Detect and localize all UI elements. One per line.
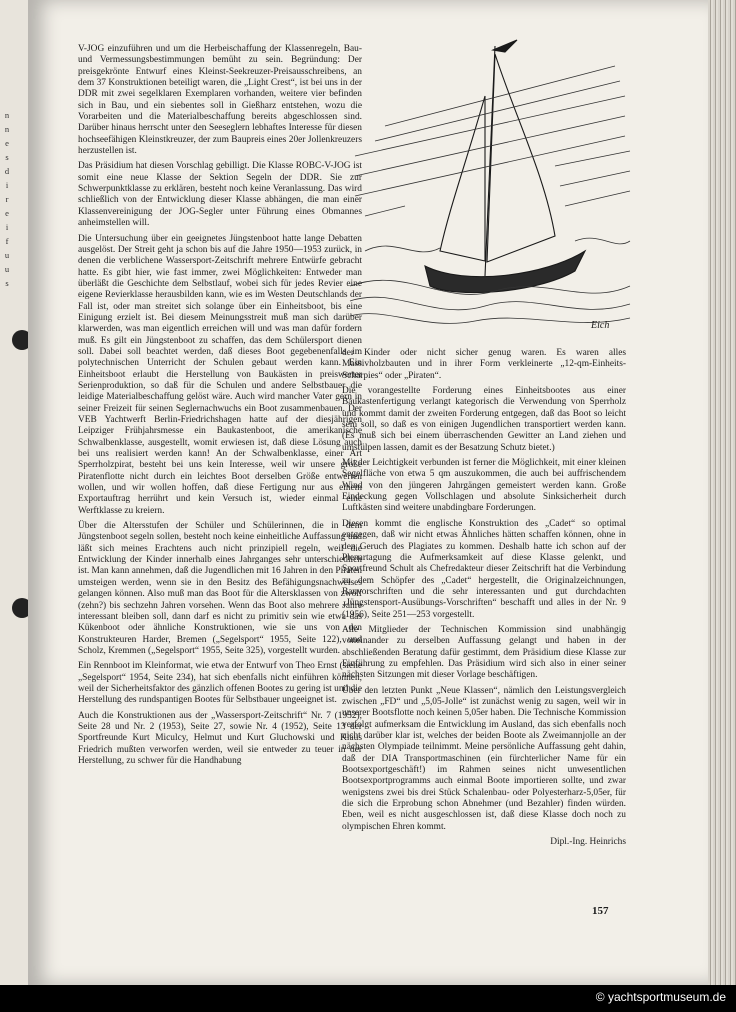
paragraph: Über den letzten Punkt „Neue Klassen“, nämlich den Leistungsvergleich zwischen „FD“ und „5,05-Jolle“ ist zunächst wenig zu sagen, weil wir in unserer Bootsflotte noch keinen 5,05er haben. Die Technische Kommission verfolgt aufmerksam die Entwicklung im Ausland, das sich ebenfalls noch nicht darüber klar ist, welches der beiden Boote als Zweimannjolle an der nächsten Olympiade teilnimmt. Meine persönliche Auffassung geht dahin, daß der DIA Transportmaschinen (ein fürchterlicher Name für ein Bootsexportgeschäft!) im Rahmen seines nicht unwesentlichen Bootsexportprogramms auch einmal Boote importieren sollte, und zwar wenigstens zwei bis drei Stück Schalenbau- oder Polyesterharz-5,05er, für die sich die Erprobung schon Abnehmer (und Bezahler) finden würden. Eben, weil es nicht ausgeschlossen ist, daß diese Klasse doch noch zu olympischen Ehren kommt.	[342, 685, 626, 832]
margin-letter: f	[5, 236, 9, 246]
paragraph: Das Präsidium hat diesen Vorschlag gebilligt. Die Klasse ROBC-V-JOG ist somit eine neue Klasse der Sektion Segeln der DDR. Sie zur Schwerpunktklasse zu erklären, besteht noch keine Veranlassung. Das wird schließlich von der Entwicklung dieser Klasse abhängen, die man einer Klassenvereinigung der JOG-Segler unter Führung eines Obmannes anheimstellen will.	[78, 161, 362, 229]
paragraph: Ein Rennboot im Kleinformat, wie etwa der Entwurf von Theo Ernst (siehe „Segelsport“ 1954, Seite 234), hat sich ebenfalls nicht einführen können, weil der Sicherheitsfaktor des gänzlich offenen Bootes zu gering ist und die Herstellung des rundspantigen Bootes für Selbstbauer ungeeignet ist.	[78, 661, 362, 706]
paragraph: Über die Altersstufen der Schüler und Schülerinnen, die in dem Jüngstenboot segeln sollen, besteht noch keine einheitliche Auffassung und läßt sich meines Erachtens auch nicht prinzipiell regeln, weil die Entwicklung der Kinder innerhalb eines Jahrganges sehr unterschiedlich ist. Man kann annehmen, daß die Jugendlichen mit 16 Jahren in den Piraten umsteigen werden, wenn sie in den Besitz des Befähigungsnachweises gelangen können. Also muß man das Boot für die Altersklassen von zwölf (zehn?) bis sechzehn Jahren vorsehen. Wenn das Boot also mehrere Jahre interessant bleiben soll, dann darf es nicht zu primitiv sein wie etwa das Kükenboot oder ähnliche Konstruktionen, wie sie uns von den Konstrukteuren Harder, Bremen („Segelsport“ 1955, Seite 122), und Scholz, Kremmen („Segelsport“ 1955, Seite 325), vorgestellt wurden.	[78, 521, 362, 656]
paragraph: Diesen kommt die englische Konstruktion des „Cadet“ so optimal entgegen, daß wir nicht etwas Ähnliches hätten schaffen können, ohne in den Geruch des Plagiates zu kommen. Deshalb hatte ich schon auf der Plenartagung die Aufmerksamkeit auf diese Klasse gelenkt, und Sportfreund Schult als Chefredakteur dieser Zeitschrift hat die Verbindung zu dem Schöpfer des „Cadet“ hergestellt, die Originalzeichnungen, Bauvorschriften und die sehr interessanten und gut durchdachten „Jüngstensport-Ausübungs-Vorschriften“ beschafft und alles in der Nr. 9 (1956), Seite 251—253 vorgestellt.	[342, 518, 626, 620]
page-number: 157	[592, 905, 609, 917]
margin-letter: n	[4, 124, 10, 134]
margin-letter: d	[4, 166, 10, 176]
watermark: © yachtsportmuseum.de	[595, 990, 726, 1004]
paragraph: Alle Mitglieder der Technischen Kommission sind unabhängig voneinander zu derselben Auffassung gelangt und haben in der abschließenden Beratung dafür gestimmt, dem Präsidium diese Klasse zur Einführung zu empfehlen. Das Präsidium wird sich also in einer seiner nächsten Sitzungen mit dieser Vorlage beschäftigen.	[342, 624, 626, 681]
margin-letter: u	[4, 264, 10, 274]
right-column	[342, 348, 626, 852]
margin-letter: e	[5, 208, 9, 218]
paragraph: Mit der Leichtigkeit verbunden ist ferner die Möglichkeit, mit einer kleinen Segelfläche von etwa 5 qm auszukommen, die auch bei auffrischendem Wind von den jüngeren Jahrgängen gemeistert werden kann. Große Eindeckung gegen Vollschlagen und absolute Sinksicherheit durch Luftkästen sind weitere unabdingbare Forderungen.	[342, 458, 626, 514]
page-stack-edge	[708, 0, 736, 985]
margin-letter: i	[5, 180, 9, 190]
paragraph: V-JOG einzuführen und um die Herbeischaffung der Klassenregeln, Bau- und Vermessungsbestimmungen bemüht zu sein. Begründung: Der preisgekrönte Entwurf eines Kleinst-Seekreuzer-Preisausschreibens, an dem 37 Konstruktionen beteiligt waren, die „Light Crest“, ist bei uns in der DDR mit zwei segelklaren Exemplaren vorhanden, weitere vier befinden sich in Bau, und ein siebentes soll in Gießharz entstehen, wozu die Vorarbeiten und die Materialbeschaffung bereits abgeschlossen sind. Darüber hinaus herrscht unter den Seeseglern lebhaftes Interesse für diesen hochseefähigen Kleinstkreuzer, der zum Baupreis eines 20er Jollenkreuzers herzustellen ist.	[78, 44, 362, 157]
margin-letter: e	[5, 138, 9, 148]
margin-letter: r	[5, 194, 9, 204]
author-signature: Dipl.-Ing. Heinrichs	[550, 837, 626, 848]
paragraph: Auch die Konstruktionen aus der „Wassersport-Zeitschrift“ Nr. 7 (1952), Seite 28 und Nr. 2 (1953), Seite 27, sowie Nr. 4 (1952), Seite 13 der Sportfreunde Kurt Miculcy, Helmut und Kurt Gluchowski und Klaus Friedrich mußten verworfen werden, weil sie entweder zu teuer in der Herstellung, zu schwer für die Handhabung	[78, 710, 362, 766]
mainsail	[487, 54, 555, 262]
margin-letter: n	[4, 110, 10, 120]
left-column	[78, 44, 362, 771]
jib	[440, 96, 485, 261]
pennant	[493, 40, 517, 52]
margin-letters	[2, 108, 12, 290]
paragraph: der Kinder oder nicht sicher genug waren. Es waren alles Massivholzbauten und in ihrer Form verkleinerte „12-qm-Einheits-Scharpies“ oder „Piraten“.	[342, 348, 626, 381]
margin-letter: u	[4, 250, 10, 260]
margin-letter: i	[5, 222, 9, 232]
artist-signature: Eich	[591, 320, 610, 331]
paragraph: Die Untersuchung über ein geeignetes Jüngstenboot hatte lange Debatten ausgelöst. Der Streit geht ja schon bis auf die Jahre 1950—1953 zurück, in denen die verblichene Wassersport-Zeitschrift mehrere Entwürfe gebracht hatte. Es gibt hier, wie fast immer, zwei Möglichkeiten: Entweder man überläßt die Geschichte dem Selbstlauf, wobei sich für jedes Revier eine eigene Revierklasse herausbilden kann, wie es im Westen Deutschlands der Fall ist, oder man streitet sich solange über ein Einheitsboot, bis eine Einigung erzielt ist. Bei diesem Meinungsstreit muß man sich darüber klarwerden, was man eigentlich erreichen will und was man dafür fordern muß. Es gilt ein Jüngstenboot zu schaffen, das dem Schülersport dienen soll. Dabei soll beachtet werden, daß dieses Boot gegebenenfalls im polytechnischen Unterricht der Schulen gebaut werden kann. Ein Einheitsboot erlaubt die Herstellung von Baukästen in preiswerter Serienproduktion, so daß für die Schulen und andere Selbstbauer die leidige Materialbeschaffung gelöst wäre. Auch wird mancher Vater gern in seiner Freizeit für seinen Seglernachwuchs ein Boot zusammenbauen. Der VEB Yachtwerft Berlin-Friedrichshagen hatte auf der diesjährigen Leipziger Frühjahrsmesse ein Baukastenboot, die amerikanische Schwalbenklasse, ausgestellt, womit erwiesen ist, daß diese Lösung auch bei uns realisiert werden kann! An der Schwalbenklasse, einer Art Sperrholzpirat, besteht bei uns kein Interesse, weil wir unsere große Piratenflotte nicht durch ein leichtes Boot derselben Größe entwerten wollen, und wir wollen hoffen, daß diese Fertigung nur aus einem Exportauftrag herrührt und kein Versuch ist, wieder einmal eine Werftklasse zu kreiern.	[78, 233, 362, 516]
hull	[425, 251, 585, 293]
paragraph: Die vorangestellte Forderung eines Einheitsbootes aus einer Baukastenfertigung verlangt kategorisch die Verwendung von Sperrholz und kommt damit der zweiten Forderung entgegen, daß das Boot so leicht sein soll, so daß es von einigen Jugendlichen transportiert werden kann. (Es muß sich bei einem überraschenden Gewitter an Land ziehen und umstülpen lassen, damit es der Besatzung Schutz bietet.)	[342, 386, 626, 453]
margin-letter: s	[5, 152, 9, 162]
sailboat-illustration	[345, 36, 633, 336]
left-page-margin	[0, 0, 28, 985]
margin-letter: s	[5, 278, 9, 288]
